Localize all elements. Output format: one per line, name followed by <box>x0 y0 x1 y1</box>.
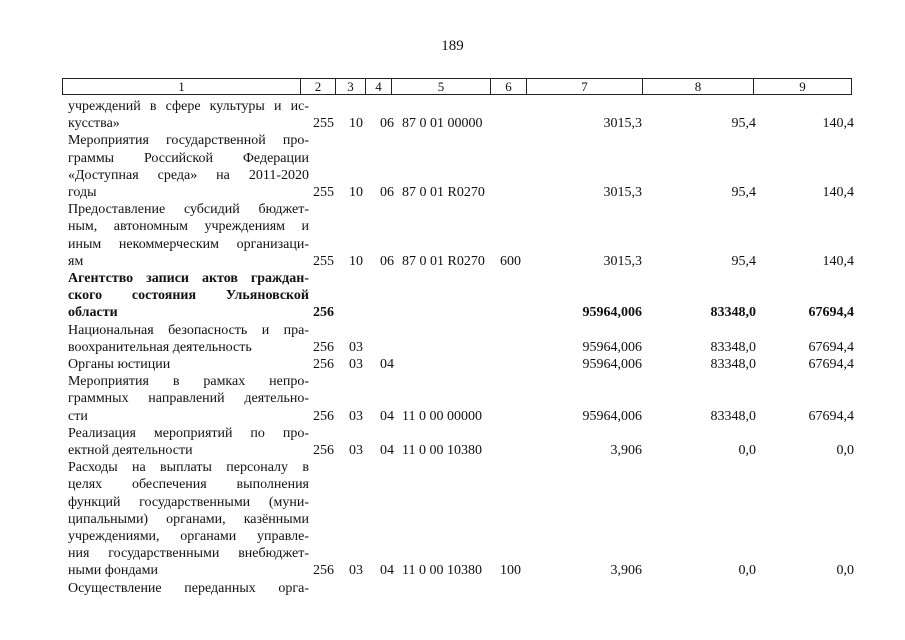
table-header <box>62 78 852 95</box>
description-line: целях обеспечения выполнения <box>68 477 309 493</box>
row-description <box>68 270 309 322</box>
cell-col-4: 04 <box>380 563 394 579</box>
description-line: Реализация мероприятий по про- <box>68 425 309 441</box>
row-description <box>68 201 309 270</box>
cell-col-4: 06 <box>380 185 394 201</box>
cell-col-2: 256 <box>313 357 334 373</box>
cell-col-2: 256 <box>313 563 334 579</box>
description-line: Мероприятия государственной про- <box>68 133 309 149</box>
cell-col-3: 03 <box>349 443 363 459</box>
cell-col-5: 87 0 01 00000 <box>402 116 483 132</box>
page-number: 189 <box>441 38 464 54</box>
header-col-3: 3 <box>336 79 366 94</box>
cell-col-3: 10 <box>349 185 363 201</box>
cell-col-4: 04 <box>380 357 394 373</box>
cell-col-5: 11 0 00 10380 <box>402 563 482 579</box>
description-line: сти <box>68 408 88 424</box>
cell-col-9: 0,0 <box>836 443 854 459</box>
description-line: Органы юстиции <box>68 357 171 373</box>
cell-col-2: 255 <box>313 185 334 201</box>
description-line: Агентство записи актов граждан- <box>68 271 309 287</box>
cell-col-6: 600 <box>500 253 521 269</box>
description-line: иным некоммерческим организаци- <box>68 236 309 252</box>
cell-col-5: 87 0 01 R0270 <box>402 185 485 201</box>
cell-col-9: 0,0 <box>836 563 854 579</box>
cell-col-8: 83348,0 <box>710 305 756 321</box>
description-line: ского состояния Ульяновской <box>68 288 309 304</box>
description-line: Расходы на выплаты персоналу в <box>68 460 309 476</box>
description-line: ными фондами <box>68 563 159 579</box>
table-row <box>0 356 905 373</box>
table-row <box>0 132 905 201</box>
description-line: кусства» <box>68 116 120 132</box>
table-row <box>0 98 905 132</box>
description-line: годы <box>68 185 97 201</box>
cell-col-4: 04 <box>380 408 394 424</box>
cell-col-3: 03 <box>349 563 363 579</box>
cell-col-2: 256 <box>313 443 334 459</box>
cell-col-9: 140,4 <box>822 185 854 201</box>
table-row <box>0 580 905 597</box>
cell-col-8: 95,4 <box>731 185 756 201</box>
header-col-7: 7 <box>527 79 643 94</box>
row-description <box>68 322 309 356</box>
row-description <box>68 132 309 201</box>
description-line: учреждений в сфере культуры и ис- <box>68 99 309 114</box>
cell-col-7: 3015,3 <box>603 185 642 201</box>
cell-col-6: 100 <box>500 563 521 579</box>
description-line: «Доступная среда» на 2011-2020 <box>68 167 309 183</box>
description-line: ципальными) органами, казёнными <box>68 511 309 527</box>
cell-col-8: 0,0 <box>738 563 756 579</box>
table-row <box>0 373 905 425</box>
description-line: Осуществление переданных орга- <box>68 580 309 596</box>
cell-col-8: 83348,0 <box>710 357 756 373</box>
cell-col-3: 10 <box>349 253 363 269</box>
table-row <box>0 459 905 579</box>
header-col-9: 9 <box>799 79 806 94</box>
cell-col-2: 255 <box>313 116 334 132</box>
cell-col-8: 95,4 <box>731 253 756 269</box>
cell-col-8: 83348,0 <box>710 339 756 355</box>
cell-col-2: 256 <box>313 408 334 424</box>
cell-col-8: 83348,0 <box>710 408 756 424</box>
header-col-4: 4 <box>366 79 392 94</box>
description-line: учреждениями, органами управле- <box>68 529 309 545</box>
cell-col-9: 67694,4 <box>808 339 854 355</box>
table-body <box>0 98 905 597</box>
cell-col-5: 87 0 01 R0270 <box>402 253 485 269</box>
table-row <box>0 201 905 270</box>
description-line: ектной деятельности <box>68 443 193 459</box>
header-col-6: 6 <box>491 79 527 94</box>
cell-col-9: 140,4 <box>822 253 854 269</box>
cell-col-7: 3015,3 <box>603 253 642 269</box>
row-description <box>68 459 309 579</box>
row-description <box>68 425 309 459</box>
row-description <box>68 356 309 373</box>
header-col-5: 5 <box>392 79 491 94</box>
cell-col-7: 95964,006 <box>582 339 642 355</box>
cell-col-8: 95,4 <box>731 116 756 132</box>
header-col-1: 1 <box>63 79 301 94</box>
cell-col-7: 3015,3 <box>603 116 642 132</box>
cell-col-2: 256 <box>313 339 334 355</box>
description-line: Предоставление субсидий бюджет- <box>68 202 309 218</box>
cell-col-7: 95964,006 <box>582 408 642 424</box>
table-row <box>0 322 905 356</box>
header-col-2: 2 <box>301 79 336 94</box>
description-line: Национальная безопасность и пра- <box>68 322 309 338</box>
row-description <box>68 373 309 425</box>
cell-col-7: 95964,006 <box>582 357 642 373</box>
cell-col-4: 04 <box>380 443 394 459</box>
cell-col-2: 255 <box>313 253 334 269</box>
description-line: функций государственными (муни- <box>68 494 309 510</box>
description-line: граммы Российской Федерации <box>68 150 309 166</box>
cell-col-7: 3,906 <box>610 563 642 579</box>
description-line: ям <box>68 253 84 269</box>
cell-col-3: 03 <box>349 408 363 424</box>
row-description <box>68 98 309 132</box>
table-row <box>0 425 905 459</box>
cell-col-3: 10 <box>349 116 363 132</box>
row-description <box>68 580 309 597</box>
cell-col-3: 03 <box>349 357 363 373</box>
description-line: граммных направлений деятельно- <box>68 391 309 407</box>
cell-col-3: 03 <box>349 339 363 355</box>
cell-col-5: 11 0 00 10380 <box>402 443 482 459</box>
header-col-8: 8 <box>643 79 754 94</box>
description-line: ным, автономным учреждениям и <box>68 219 309 235</box>
table-row <box>0 270 905 322</box>
cell-col-8: 0,0 <box>738 443 756 459</box>
cell-col-5: 11 0 00 00000 <box>402 408 482 424</box>
cell-col-2: 256 <box>313 305 334 321</box>
cell-col-9: 140,4 <box>822 116 854 132</box>
cell-col-4: 06 <box>380 116 394 132</box>
cell-col-9: 67694,4 <box>808 357 854 373</box>
cell-col-4: 06 <box>380 253 394 269</box>
cell-col-9: 67694,4 <box>808 408 854 424</box>
description-line: Мероприятия в рамках непро- <box>68 374 309 390</box>
cell-col-7: 3,906 <box>610 443 642 459</box>
description-line: ния государственными внебюджет- <box>68 546 309 562</box>
description-line: воохранительная деятельность <box>68 339 252 355</box>
description-line: области <box>68 305 118 321</box>
cell-col-9: 67694,4 <box>808 305 854 321</box>
cell-col-7: 95964,006 <box>582 305 642 321</box>
